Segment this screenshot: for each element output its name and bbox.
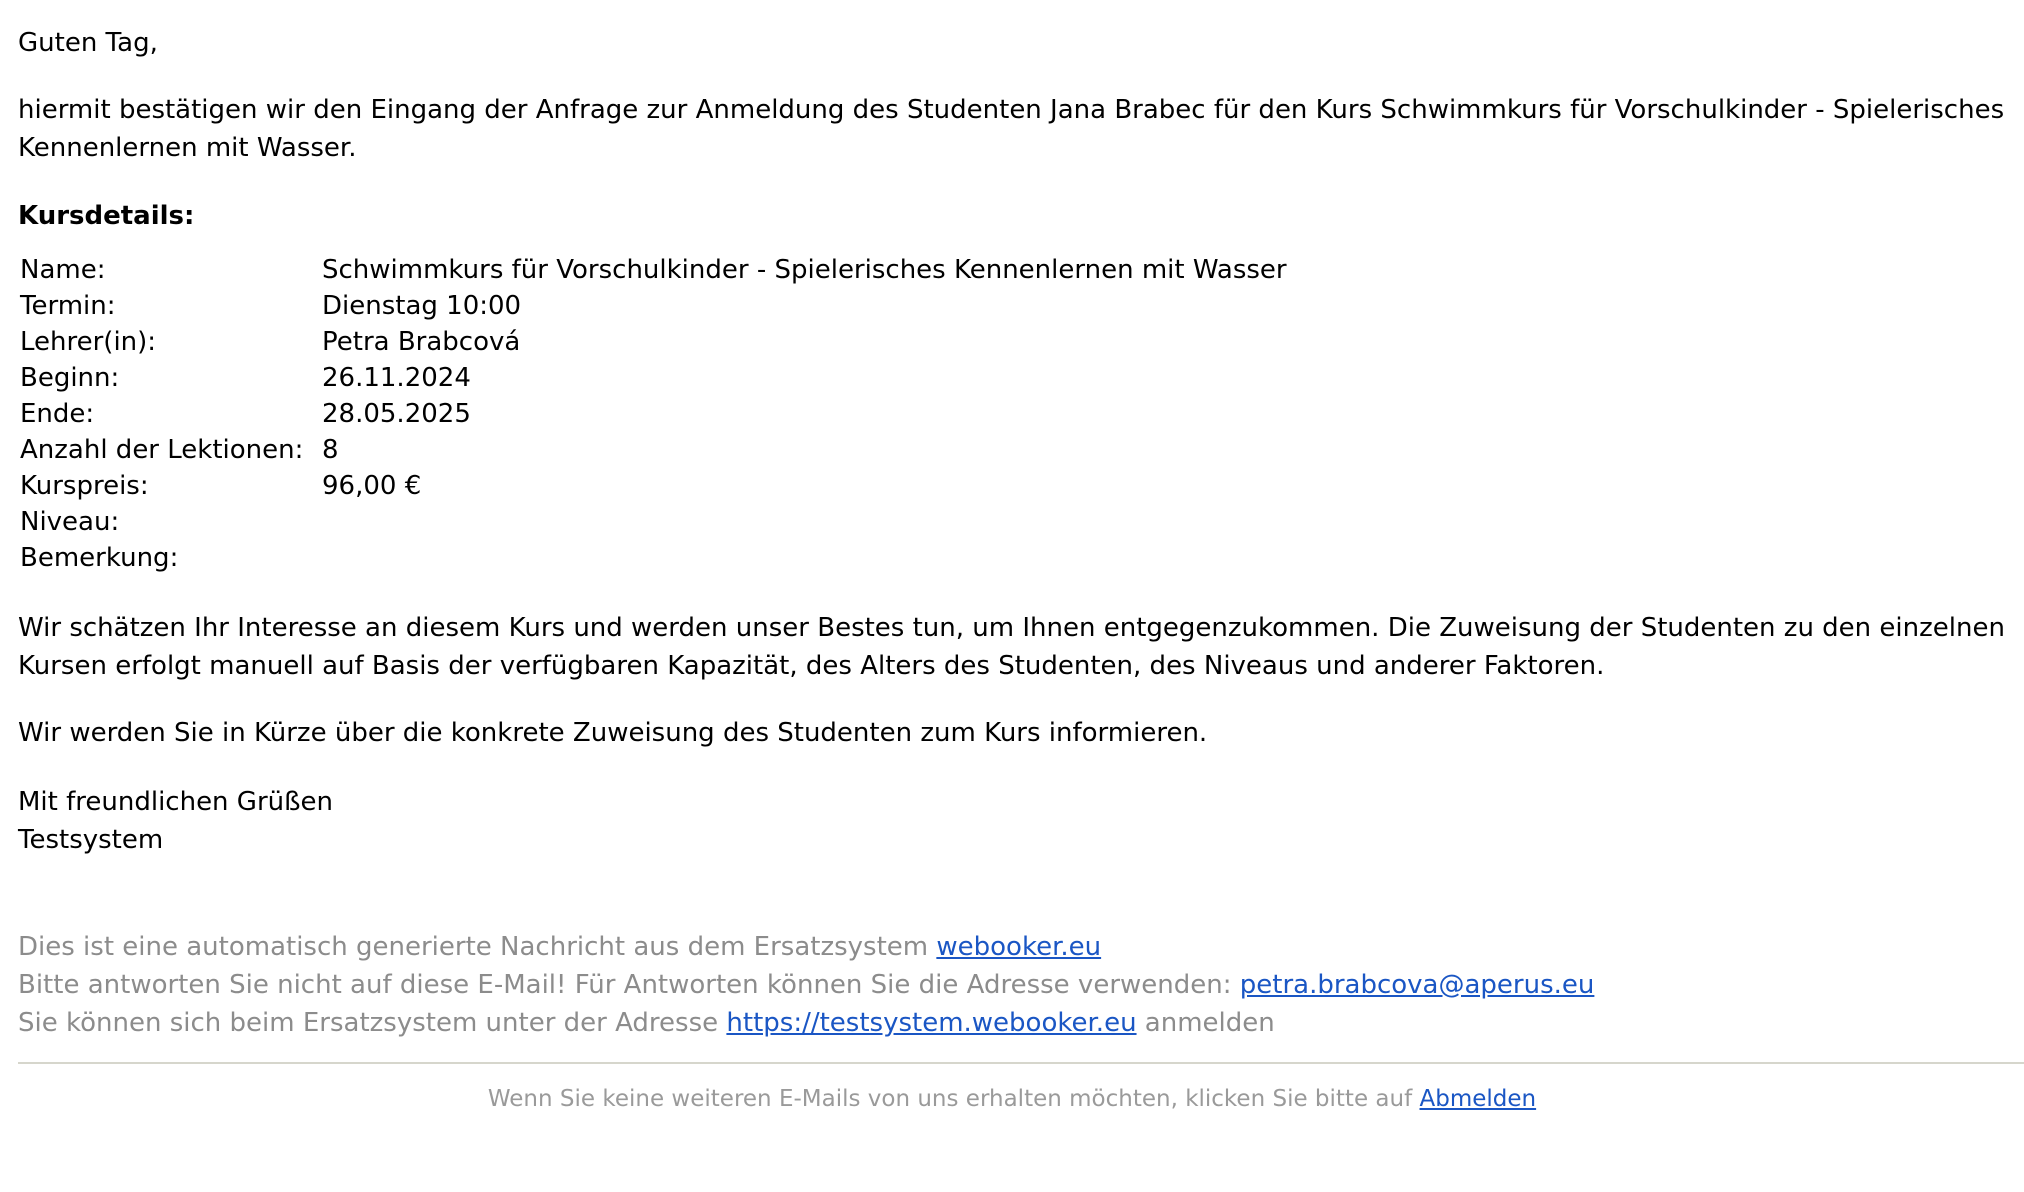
details-label: Bemerkung:: [20, 543, 179, 573]
details-value: [322, 540, 1287, 576]
testsystem-link[interactable]: https://testsystem.webooker.eu: [726, 1008, 1137, 1038]
details-label: Ende:: [20, 399, 95, 429]
signature: Testsystem: [18, 825, 164, 855]
footer-line-reply: [18, 966, 1594, 1004]
inform-paragraph: Wir werden Sie in Kürze über die konkrete Zuweisung des Studenten zum Kurs informieren.: [18, 718, 1208, 748]
details-row-kurspreis: [18, 468, 1287, 504]
details-value: Schwimmkurs für Vorschulkinder - Spielerisches Kennenlernen mit Wasser: [322, 255, 1287, 285]
details-label: Beginn:: [20, 363, 120, 393]
details-label: Name:: [20, 255, 106, 285]
footer-divider: [18, 1062, 2024, 1064]
details-row-ende: [18, 396, 1287, 432]
details-value: 28.05.2025: [322, 399, 471, 429]
details-label: Niveau:: [20, 507, 120, 537]
details-row-niveau: [18, 504, 1287, 540]
details-row-lehrer: [18, 324, 1287, 360]
intro-paragraph: hiermit bestätigen wir den Eingang der Anfrage zur Anmeldung des Studenten Jana Brabec für den Kurs Schwimmkurs für Vorschulkinder - Spielerisches Kennenlernen mit Wasser.: [18, 95, 2005, 163]
footer-reply-text: Bitte antworten Sie nicht auf diese E-Mail! Für Antworten können Sie die Adresse verwenden:: [18, 970, 1240, 1000]
details-value: 96,00 €: [322, 471, 422, 501]
details-label: Anzahl der Lektionen:: [20, 435, 304, 465]
details-value: Petra Brabcová: [322, 327, 521, 357]
footer-system-text: Dies ist eine automatisch generierte Nachricht aus dem Ersatzsystem: [18, 932, 937, 962]
footer-line-login: [18, 1004, 1275, 1042]
interest-paragraph: Wir schätzen Ihr Interesse an diesem Kurs und werden unser Bestes tun, um Ihnen entgegenzukommen. Die Zuweisung der Studenten zu den einzelnen Kursen erfolgt manuell auf Basis der verfügbaren Kapazität, des Alters des Studenten, des Niveaus und anderer Faktoren.: [18, 613, 2005, 681]
details-label: Termin:: [20, 291, 116, 321]
details-label: Lehrer(in):: [20, 327, 157, 357]
details-value: 26.11.2024: [322, 363, 471, 393]
course-details-table: [18, 252, 1287, 576]
details-row-beginn: [18, 360, 1287, 396]
closing-line: Mit freundlichen Grüßen: [18, 787, 333, 817]
footer-login-suffix: anmelden: [1136, 1008, 1275, 1038]
contact-email-link[interactable]: petra.brabcova@aperus.eu: [1239, 970, 1595, 1000]
details-heading: Kursdetails:: [18, 201, 195, 231]
details-row-name: [18, 252, 1287, 288]
details-row-bemerkung: [18, 540, 1287, 576]
details-value: [322, 504, 1287, 540]
details-row-termin: [18, 288, 1287, 324]
details-label: Kurspreis:: [20, 471, 149, 501]
details-value: 8: [322, 435, 339, 465]
greeting: Guten Tag,: [18, 28, 158, 58]
unsubscribe-link[interactable]: Abmelden: [1419, 1086, 1537, 1112]
details-value: Dienstag 10:00: [322, 291, 522, 321]
details-row-lektionen: [18, 432, 1287, 468]
footer-line-system: [18, 928, 1101, 966]
unsubscribe-text: Wenn Sie keine weiteren E-Mails von uns erhalten möchten, klicken Sie bitte auf: [487, 1086, 1420, 1112]
unsubscribe-line: [0, 1080, 2024, 1118]
footer-login-text: Sie können sich beim Ersatzsystem unter der Adresse: [18, 1008, 727, 1038]
webooker-link[interactable]: webooker.eu: [936, 932, 1102, 962]
